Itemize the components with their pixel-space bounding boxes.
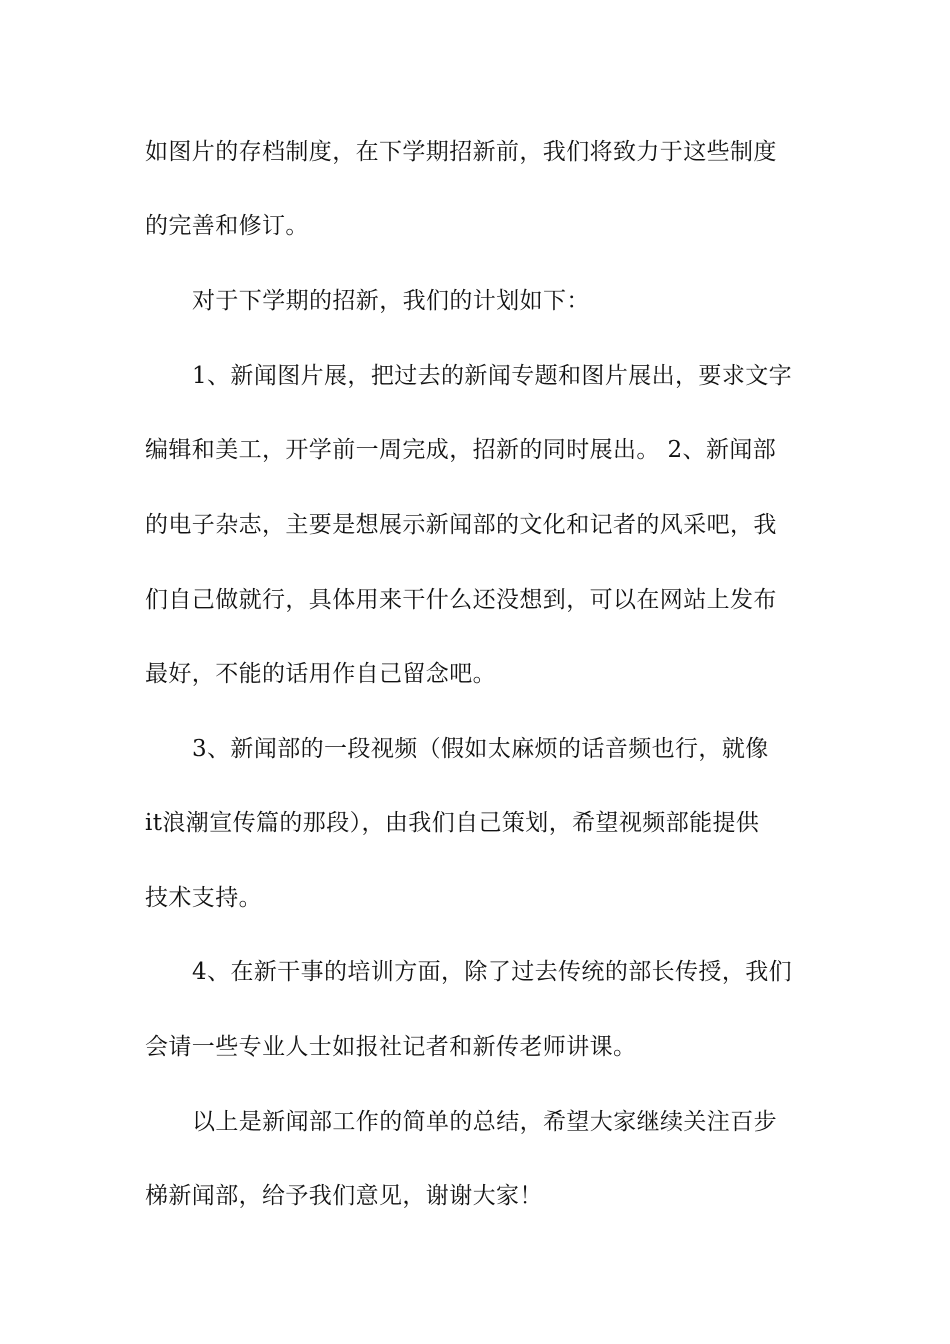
text-line-7: 们自己做就行，具体用来干什么还没想到，可以在网站上发布 xyxy=(145,587,777,613)
text-line-2: 的完善和修订。 xyxy=(145,213,309,239)
text-line-14: 以上是新闻部工作的简单的总结，希望大家继续关注百步 xyxy=(192,1109,777,1135)
text-line-6: 的电子杂志，主要是想展示新闻部的文化和记者的风采吧，我 xyxy=(145,512,777,538)
text-line-8: 最好，不能的话用作自己留念吧。 xyxy=(145,661,496,687)
text-line-4: 1、新闻图片展，把过去的新闻专题和图片展出，要求文字 xyxy=(192,363,793,389)
text-line-3: 对于下学期的招新，我们的计划如下： xyxy=(192,288,590,314)
text-line-1: 如图片的存档制度，在下学期招新前，我们将致力于这些制度 xyxy=(145,139,777,165)
text-line-10: it浪潮宣传篇的那段），由我们自己策划，希望视频部能提供 xyxy=(145,810,760,836)
text-line-15: 梯新闻部，给予我们意见，谢谢大家！ xyxy=(145,1183,543,1209)
text-line-11: 技术支持。 xyxy=(145,885,262,911)
text-line-9: 3、新闻部的一段视频（假如太麻烦的话音频也行，就像 xyxy=(192,736,769,762)
text-line-12: 4、在新干事的培训方面，除了过去传统的部长传授，我们 xyxy=(192,959,793,985)
text-line-13: 会请一些专业人士如报社记者和新传老师讲课。 xyxy=(145,1034,637,1060)
text-line-5: 编辑和美工，开学前一周完成，招新的同时展出。 2、新闻部 xyxy=(145,437,777,463)
